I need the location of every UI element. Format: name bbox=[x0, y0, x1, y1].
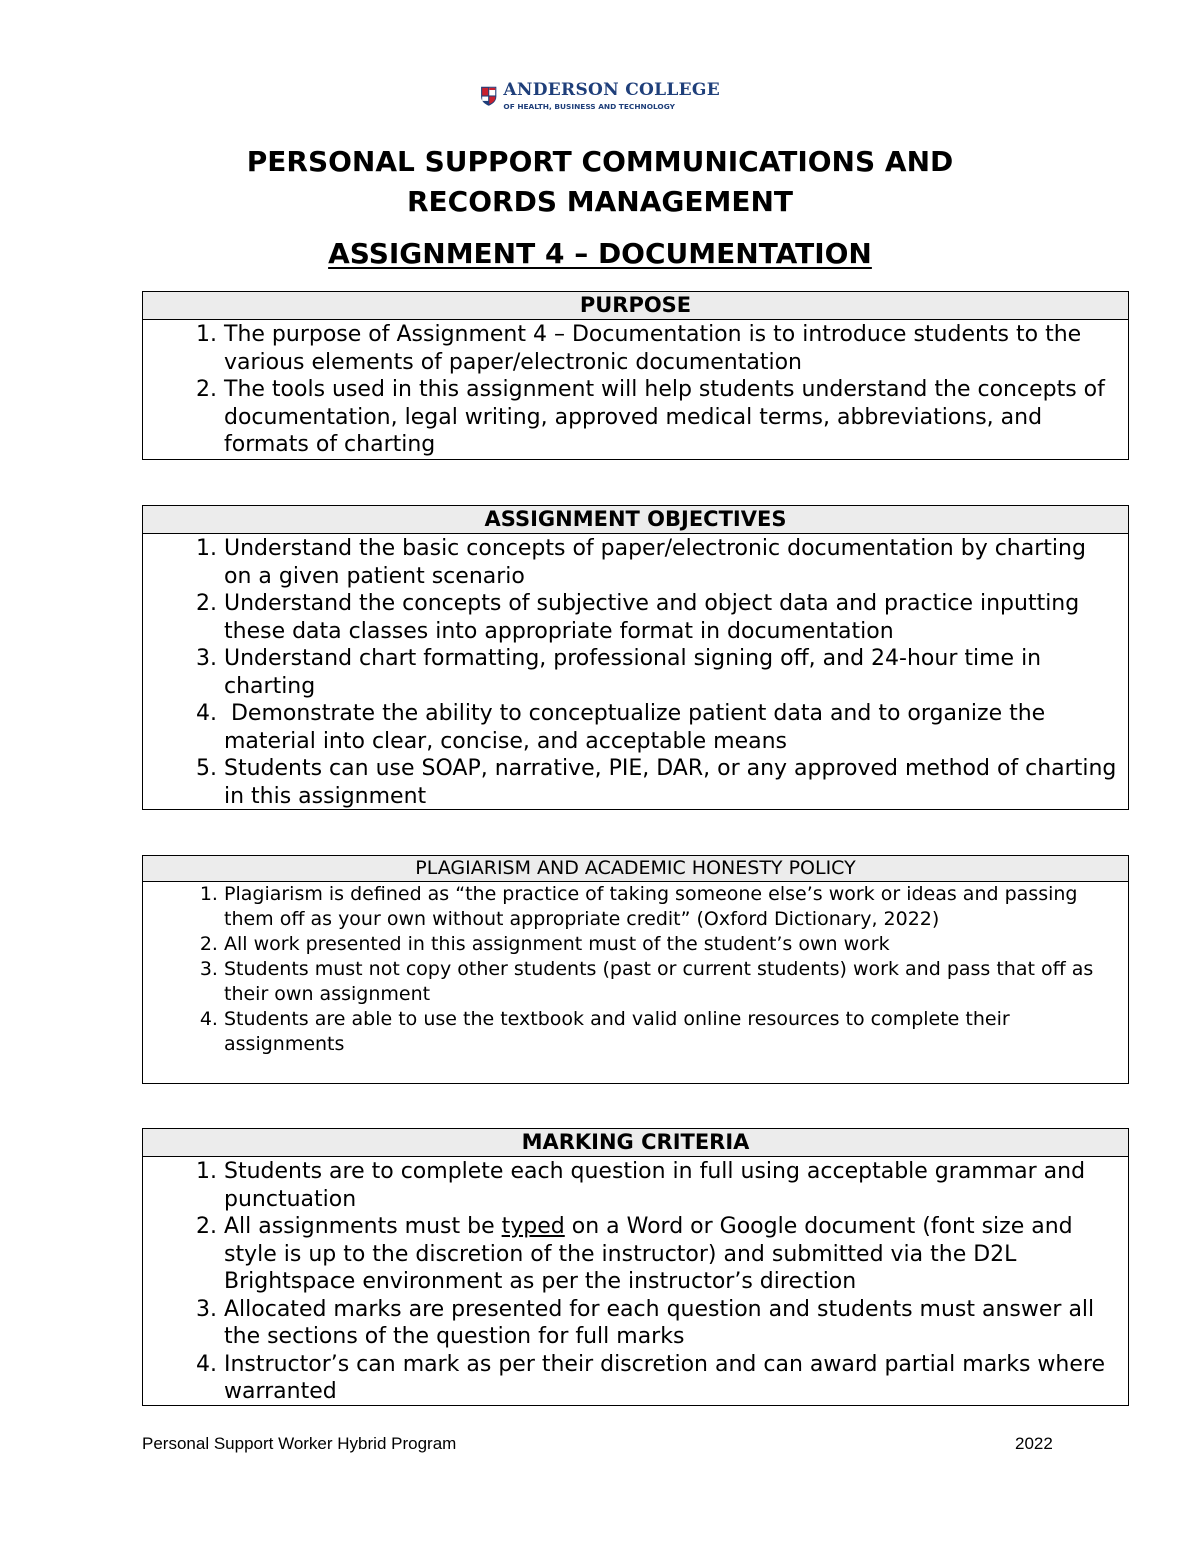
plagiarism-section bbox=[142, 855, 1129, 1084]
objective-item: 4. Demonstrate the ability to conceptualize patient data and to organize the material into clear, concise, and acceptable means bbox=[224, 700, 1120, 755]
logo-college-tagline: OF HEALTH, BUSINESS AND TECHNOLOGY bbox=[503, 101, 675, 111]
purpose-section bbox=[142, 291, 1129, 460]
marking-item bbox=[224, 1213, 1120, 1296]
marking-item: 4. Instructor’s can mark as per their discretion and can award partial marks where warranted bbox=[224, 1351, 1120, 1406]
assignment-subtitle: ASSIGNMENT 4 – DOCUMENTATION bbox=[328, 237, 872, 270]
objectives-section bbox=[142, 505, 1129, 810]
purpose-item: 1. The purpose of Assignment 4 – Documentation is to introduce students to the various elements of paper/electronic documentation bbox=[224, 321, 1120, 376]
marking-item: 3. Allocated marks are presented for each question and students must answer all the sections of the question for full marks bbox=[224, 1296, 1120, 1351]
purpose-item: 2. The tools used in this assignment will help students understand the concepts of documentation, legal writing, approved medical terms, abbreviations, and formats of charting bbox=[224, 376, 1120, 459]
purpose-list bbox=[143, 320, 1128, 459]
marking-item-text: on a Word or Google document (font size and style is up to the discretion of the instructor) and submitted via the D2L Brightspace environment as per the instructor’s direction bbox=[224, 1214, 1073, 1294]
plagiarism-item: 1. Plagiarism is defined as “the practice of taking someone else’s work or ideas and passing them off as your own without appropriate credit” (Oxford Dictionary, 2022) bbox=[224, 882, 1120, 932]
marking-heading: MARKING CRITERIA bbox=[143, 1129, 1128, 1157]
college-shield-icon bbox=[480, 77, 497, 115]
marking-section bbox=[142, 1128, 1129, 1406]
footer-program: Personal Support Worker Hybrid Program bbox=[142, 1434, 457, 1453]
title-line-2: RECORDS MANAGEMENT bbox=[406, 185, 794, 218]
typed-emphasis: typed bbox=[501, 1214, 565, 1239]
marking-item: 1. Students are to complete each question in full using acceptable grammar and punctuation bbox=[224, 1158, 1120, 1213]
objective-item: 2. Understand the concepts of subjective and object data and practice inputting these data classes into appropriate format in documentation bbox=[224, 590, 1120, 645]
title-line-1: PERSONAL SUPPORT COMMUNICATIONS AND bbox=[246, 145, 954, 178]
objective-item: 1. Understand the basic concepts of paper/electronic documentation by charting on a given patient scenario bbox=[224, 535, 1120, 590]
logo-college-name: ANDERSON COLLEGE bbox=[503, 79, 720, 100]
marking-list bbox=[143, 1157, 1128, 1406]
plagiarism-item: 3. Students must not copy other students (past or current students) work and pass that off as their own assignment bbox=[224, 957, 1120, 1007]
plagiarism-heading: PLAGIARISM AND ACADEMIC HONESTY POLICY bbox=[143, 856, 1128, 882]
objectives-list bbox=[143, 534, 1128, 810]
objective-item: 5. Students can use SOAP, narrative, PIE, DAR, or any approved method of charting in this assignment bbox=[224, 755, 1120, 810]
marking-item-text: All assignments must be bbox=[224, 1214, 502, 1239]
plagiarism-item: 4. Students are able to use the textbook and valid online resources to complete their assignments bbox=[224, 1007, 1120, 1057]
objectives-heading: ASSIGNMENT OBJECTIVES bbox=[143, 506, 1128, 534]
footer-year: 2022 bbox=[1015, 1434, 1053, 1453]
document-title bbox=[0, 142, 1200, 222]
plagiarism-item: 2. All work presented in this assignment must of the student’s own work bbox=[224, 932, 1120, 957]
objective-item: 3. Understand chart formatting, professional signing off, and 24-hour time in charting bbox=[224, 645, 1120, 700]
college-logo bbox=[480, 74, 720, 118]
plagiarism-list bbox=[143, 882, 1128, 1057]
purpose-heading: PURPOSE bbox=[143, 292, 1128, 320]
